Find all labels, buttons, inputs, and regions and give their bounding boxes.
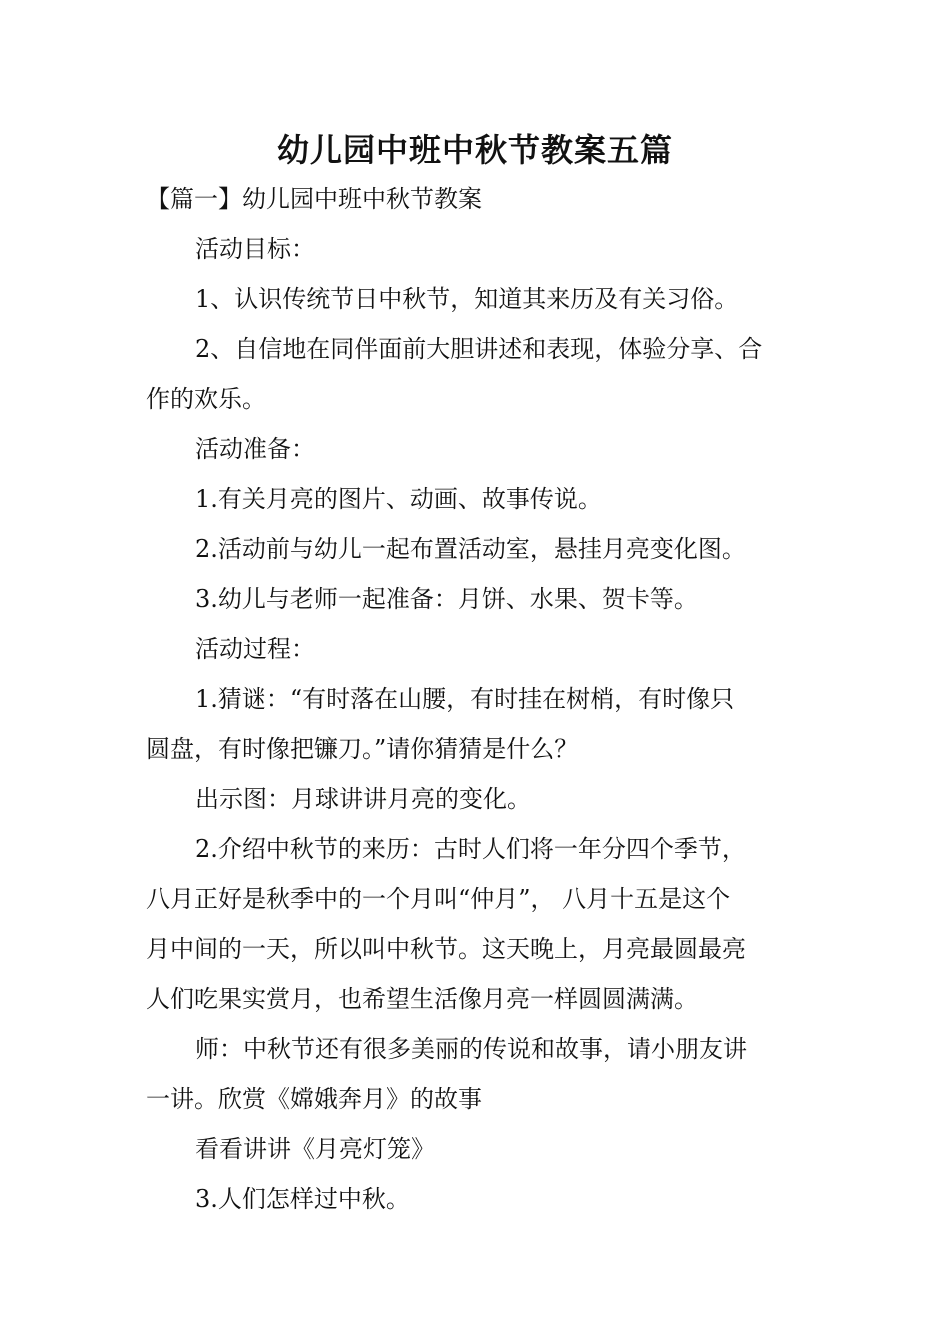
paragraph-line: 1.有关月亮的图片、动画、故事传说。: [195, 485, 602, 513]
paragraph-line: 看看讲讲《月亮灯笼》: [195, 1135, 435, 1163]
paragraph-line: 活动过程：: [195, 635, 315, 663]
paragraph-line: 1、认识传统节日中秋节，知道其来历及有关习俗。: [195, 285, 739, 313]
page-title: 幼儿园中班中秋节教案五篇: [276, 131, 673, 169]
paragraph-line: 月中间的一天，所以叫中秋节。这天晚上，月亮最圆最亮: [146, 935, 746, 963]
paragraph-line: 师：中秋节还有很多美丽的传说和故事，请小朋友讲: [195, 1035, 747, 1063]
paragraph-line: 作的欢乐。: [146, 385, 266, 413]
paragraph-line: 2、自信地在同伴面前大胆讲述和表现，体验分享、合: [195, 335, 763, 363]
paragraph-line: 2.活动前与幼儿一起布置活动室，悬挂月亮变化图。: [195, 535, 746, 563]
section-heading: 【篇一】幼儿园中班中秋节教案: [146, 185, 482, 213]
paragraph-line: 3.人们怎样过中秋。: [195, 1185, 410, 1213]
paragraph-line: 八月正好是秋季中的一个月叫“仲月”， 八月十五是这个: [146, 885, 731, 913]
paragraph-line: 活动目标：: [195, 235, 315, 263]
paragraph-line: 2.介绍中秋节的来历：古时人们将一年分四个季节，: [195, 835, 746, 863]
paragraph-line: 3.幼儿与老师一起准备：月饼、水果、贺卡等。: [195, 585, 698, 613]
paragraph-line: 一讲。欣赏《嫦娥奔月》的故事: [146, 1085, 482, 1113]
paragraph-line: 圆盘，有时像把镰刀。”请你猜猜是什么？: [146, 735, 579, 763]
paragraph-line: 人们吃果实赏月，也希望生活像月亮一样圆圆满满。: [146, 985, 698, 1013]
paragraph-line: 出示图：月球讲讲月亮的变化。: [195, 785, 531, 813]
paragraph-line: 1.猜谜：“有时落在山腰，有时挂在树梢，有时像只: [195, 685, 735, 713]
paragraph-line: 活动准备：: [195, 435, 315, 463]
